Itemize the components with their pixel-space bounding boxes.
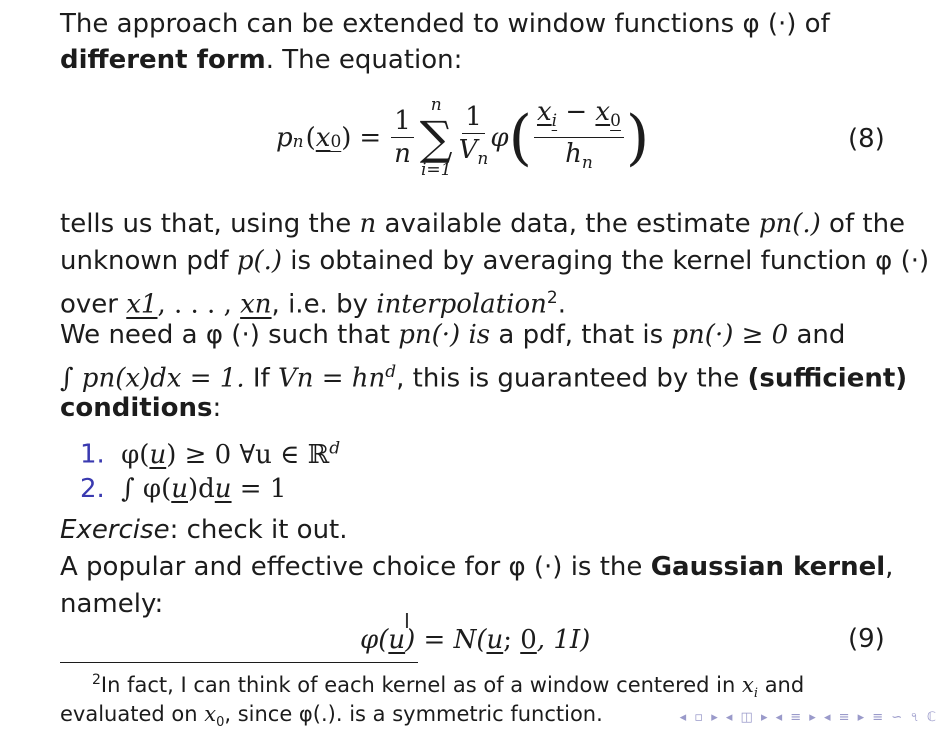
u-var: u bbox=[149, 439, 167, 470]
text: over bbox=[60, 289, 127, 320]
den-v: V bbox=[458, 134, 478, 165]
den-sub: n bbox=[477, 148, 489, 169]
paragraph-1-line-2 bbox=[60, 44, 462, 76]
text: and bbox=[788, 320, 846, 350]
beamer-navigation[interactable]: ◂ ▫ ▸ ◂ ◫ ▸ ◂ ≡ ▸ ◂ ≡ ▸ ≡ ∽ ৭ ℂ bbox=[679, 710, 938, 725]
text: ∫ φ( bbox=[121, 474, 172, 504]
paragraph-2-line-2 bbox=[60, 245, 929, 277]
num: 1 bbox=[391, 105, 414, 138]
text: unknown pdf bbox=[60, 246, 237, 276]
minus: − bbox=[565, 97, 588, 127]
num: 1 bbox=[462, 101, 485, 134]
num-x0: x bbox=[595, 97, 611, 127]
n-var: n bbox=[359, 209, 377, 239]
pn-var: pn(.) bbox=[758, 209, 821, 239]
x1-var: x1 bbox=[126, 289, 158, 320]
den-h: h bbox=[565, 139, 582, 170]
sub-i: i bbox=[753, 686, 759, 702]
equation-9-number: (9) bbox=[848, 624, 885, 654]
sum-upper: n bbox=[430, 94, 442, 115]
eq-rest: , 1I) bbox=[536, 625, 591, 655]
bold-conditions: conditions bbox=[60, 393, 213, 423]
text: In fact, I can think of each kernel as of a window centered in bbox=[100, 673, 742, 697]
text: , this is guaranteed by the bbox=[396, 363, 748, 394]
eq-sub0: 0 bbox=[330, 131, 342, 152]
text: : bbox=[212, 393, 222, 423]
interpolation-term: interpolation bbox=[376, 289, 547, 320]
equation-8-number: (8) bbox=[848, 124, 885, 154]
equation-8: p $_n$ ( x $_0$ ) = $\frac{1}{n}$ n ∑ i=1 $\frac{1}{V_n}$ φ ( $\frac{x_i - x_0}{h_n}$ ) bbox=[276, 94, 650, 180]
frac-1-over-n bbox=[391, 105, 414, 170]
p-var: p(.) bbox=[236, 246, 283, 276]
text: φ( bbox=[121, 439, 150, 470]
den: n bbox=[394, 139, 411, 170]
text: evaluated on bbox=[60, 702, 205, 726]
text: , since φ(.). is a symmetric function. bbox=[224, 702, 603, 726]
x0-var: x bbox=[204, 702, 217, 726]
eq-sub: n bbox=[292, 131, 304, 152]
text: If bbox=[244, 363, 278, 394]
vn-eq: Vn = hn bbox=[277, 363, 386, 394]
u-var: u bbox=[486, 625, 504, 655]
text: tells us that, using the bbox=[60, 209, 360, 239]
list-number: 1. bbox=[80, 439, 105, 470]
frac-kernel-arg bbox=[534, 96, 624, 179]
pn-var: pn(·) bbox=[398, 320, 461, 350]
dots: , . . . , bbox=[157, 289, 241, 320]
num-0: 0 bbox=[610, 111, 621, 132]
bold-gaussian-kernel: Gaussian kernel bbox=[650, 552, 886, 582]
eq-x: x bbox=[315, 122, 331, 153]
text: )d bbox=[188, 474, 215, 504]
text: The approach can be extended to window functions φ (·) of bbox=[60, 9, 830, 39]
u-var: u bbox=[171, 474, 188, 504]
text-cursor-icon: I bbox=[404, 609, 410, 633]
sup-d: d bbox=[329, 438, 341, 458]
u-var: u bbox=[388, 625, 406, 655]
text: = 1 bbox=[231, 474, 287, 504]
eq-p: p bbox=[276, 122, 293, 153]
text: is obtained by averaging the kernel function φ (·) bbox=[282, 246, 930, 276]
den-h-sub: n bbox=[581, 153, 593, 174]
text: a pdf, that is bbox=[490, 320, 672, 350]
sup-d: d bbox=[385, 362, 397, 382]
paragraph-4-line-1 bbox=[60, 551, 893, 583]
sub-0: 0 bbox=[216, 715, 225, 731]
paragraph-4-line-2 bbox=[60, 588, 163, 620]
xn-var: xn bbox=[240, 289, 272, 320]
paragraph-2-line-3 bbox=[60, 282, 566, 321]
text: We need a φ (·) such that bbox=[60, 320, 399, 350]
text: : check it out. bbox=[169, 515, 348, 545]
text: namely: bbox=[60, 589, 164, 619]
integral-condition: ∫ pn(x)dx = 1. bbox=[60, 363, 245, 394]
phi-symbol: φ bbox=[490, 122, 509, 153]
sum-lower: i=1 bbox=[420, 159, 452, 180]
phi-open: φ( bbox=[360, 625, 389, 655]
zero-vec: 0 bbox=[520, 625, 537, 655]
text: of the bbox=[820, 209, 906, 239]
u-var: u bbox=[214, 474, 232, 504]
sigma-icon: ∑ bbox=[419, 110, 453, 165]
list-number: 2. bbox=[80, 474, 105, 504]
frac-1-over-vn bbox=[459, 101, 489, 175]
is-word: is bbox=[460, 320, 491, 350]
footnote-rule bbox=[60, 662, 418, 663]
footnote-line-2 bbox=[60, 702, 603, 730]
text: . bbox=[557, 289, 566, 320]
text: and bbox=[758, 673, 805, 697]
paragraph-3-line-2 bbox=[60, 356, 907, 395]
list-item bbox=[80, 432, 340, 471]
bold-sufficient: (sufficient) bbox=[747, 363, 908, 394]
footnote-mark: 2 bbox=[92, 672, 101, 688]
text: ) ≥ 0 ∀u ∈ ℝ bbox=[166, 439, 330, 470]
summation bbox=[419, 94, 453, 180]
eq-mid: ) = N( bbox=[405, 625, 487, 655]
text: , bbox=[885, 552, 894, 582]
text: . The equation: bbox=[265, 45, 463, 75]
num-i: i bbox=[551, 111, 558, 132]
num-xi: x bbox=[536, 97, 552, 127]
exercise-line bbox=[60, 514, 348, 546]
paragraph-3-line-1 bbox=[60, 319, 845, 351]
text: A popular and effective choice for φ (·) is the bbox=[60, 552, 651, 582]
footnote-line-1 bbox=[92, 672, 804, 701]
footnote-mark: 2 bbox=[546, 288, 558, 308]
text: , i.e. by bbox=[271, 289, 377, 320]
paragraph-1-line-1 bbox=[60, 8, 830, 40]
paragraph-3-line-3 bbox=[60, 392, 221, 424]
semicolon: ; bbox=[503, 625, 521, 655]
equation-9 bbox=[360, 624, 590, 656]
paragraph-2-line-1 bbox=[60, 208, 905, 240]
pn-inequality: pn(·) ≥ 0 bbox=[671, 320, 789, 350]
bold-term: different form bbox=[60, 45, 266, 75]
xi-var: x bbox=[742, 673, 754, 697]
list-item bbox=[80, 473, 286, 505]
exercise-label: Exercise bbox=[60, 515, 170, 545]
text: available data, the estimate bbox=[376, 209, 759, 239]
